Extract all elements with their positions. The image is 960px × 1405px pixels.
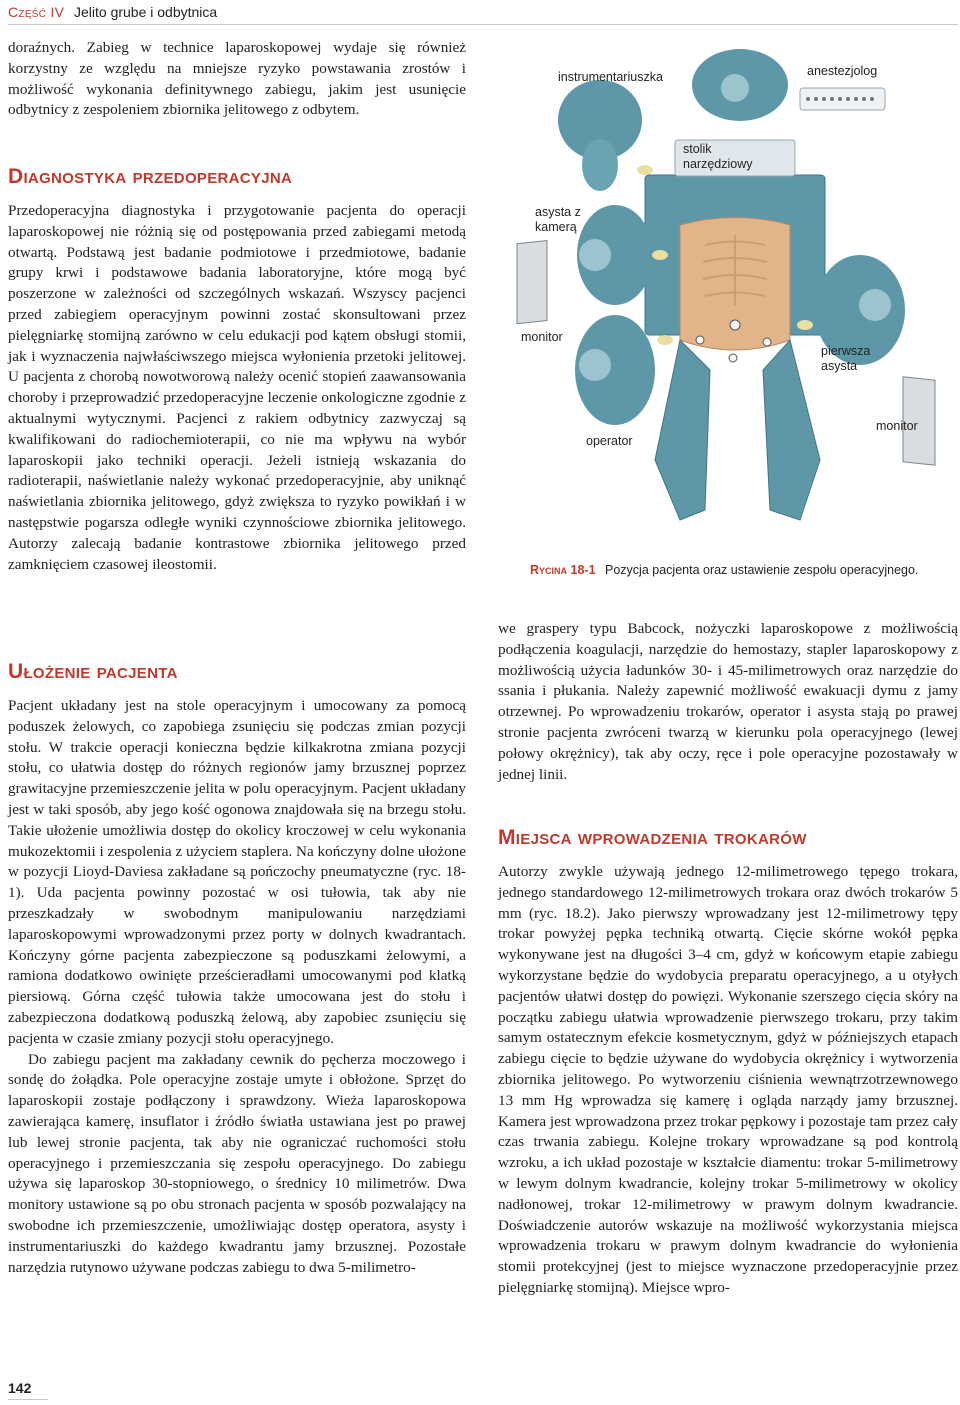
label-monitor-left: monitor bbox=[521, 330, 563, 344]
continuation-paragraph: we graspery typu Babcock, nożyczki laparoskopowe z możliwością podłączenia koagulacji, narzędzie do hemostazy, stapler laparoskopowy z możliwością użycia ładunków 30- i 45-milimetrowych oraz narzędzie do ssania i płukania. Należy zapewnić możliwość ewakuacji dymu z jamy otrzewnej. Po wprowadzeniu trokarów, operator i asysta stają po prawej stronie pacjenta zwróceni twarzą w kierunku pola operacyjnego (lewej połowy okrężnicy), tak aby oczy, ręce i pole operacyjne pozostawały w jednej linii. bbox=[498, 620, 958, 783]
running-header bbox=[8, 4, 958, 24]
chapter-title: Jelito grube i odbytnica bbox=[74, 4, 218, 20]
patient-right-leg bbox=[763, 340, 820, 520]
section-body-trocars bbox=[498, 862, 958, 1299]
header-divider bbox=[8, 24, 958, 25]
section-body-positioning bbox=[8, 696, 466, 1278]
section-heading-positioning: Ułożenie pacjenta bbox=[8, 660, 178, 683]
operating-room-illustration bbox=[505, 40, 955, 560]
label-camera-assistant: asysta z kamerą bbox=[535, 205, 581, 234]
section-heading-diagnostics: Diagnostyka przedoperacyjna bbox=[8, 165, 293, 188]
patient-left-leg bbox=[655, 340, 710, 520]
label-instrument-table: stolik narzędziowy bbox=[683, 142, 753, 171]
page-number: 142 bbox=[8, 1380, 32, 1396]
part-label: Część IV bbox=[8, 4, 65, 20]
figure-caption bbox=[530, 563, 918, 577]
positioning-paragraph-2: Do zabiegu pacjent ma zakładany cewnik do pęcherza moczowego i sondę do żołądka. Pole operacyjne zostaje umyte i obłożone. Sprzęt do laparoskopii zostaje podłączony i sprawdzony. Wieża laparoskopowa zawierająca kamerę, insuflator i źródło światła ustawiana jest po prawej lub lewej stronie pacjenta, tak aby nie ograniczać ruchomości stołu operacyjnego i przemieszczania się zespołu operacyjnego. Do zabiegu używa się laparoskop 30-stopniowego, o średnicy 10 milimetrów. Dwa monitory ustawione są po obu stronach pacjenta w sposób pozwalający na swobodne ich przemieszczenie, umożliwiając dostęp operatora, asysty i instrumentariuszki do każdego kwadrantu jamy brzusznej. Pozostałe narzędzia rutynowo używane podczas zabiegu to dwa 5-milimetro- bbox=[8, 1050, 466, 1276]
positioning-paragraph-1: Pacjent układany jest na stole operacyjnym i umocowany za pomocą poduszek żelowych, co zapobiega zsunięciu się podczas zmian pozycji stołu. W trakcie operacji konieczna będzie kilkakrotna zmiana pozycji stołu, co ułatwia dostęp do różnych regionów jamy brzusznej poprzez grawitacyjne przemieszczenie jelita w polu operacyjnym. Pacjent układany jest w taki sposób, aby jego kość ogonowa znajdowała się na brzegu stołu. Takie ułożenie umożliwia dostęp do okolicy kroczowej w celu wykonania mukozektomii i zespolenia z użyciem staplera. Na kończyny dolne ułożone w pozycji Lioyd-Daviesa zakładane są pończochy pneumatyczne (ryc. 18-1). Uda pacjenta powinny pozostać w osi tułowia, tak aby nie przeszkadzały w swobodnym manipulowaniu narzędziami laparoskopowymi wprowadzonymi przez porty w dolnych kwadrantach. Kończyny górne pacjenta zabezpieczone są poduszkami żelowymi, a ramiona dodatkowo owinięte prześcieradłami umocowanymi pod klatką piersiową. Górna część tułowia także umocowana jest do stołu i zabezpieczona dodatkową poduszką żelową, aby zapobiec zsunięciu się pacjenta w czasie zmiany pozycji stołu operacyjnego. bbox=[8, 697, 466, 1047]
footer-divider bbox=[8, 1399, 48, 1400]
section-body-diagnostics bbox=[8, 201, 466, 575]
figure-number: Rycina 18-1 bbox=[530, 563, 596, 577]
intro-paragraph bbox=[8, 38, 466, 121]
left-monitor-icon bbox=[517, 241, 547, 324]
label-monitor-right: monitor bbox=[876, 419, 918, 433]
figure-caption-text: Pozycja pacjenta oraz ustawienie zespołu operacyjnego. bbox=[605, 563, 919, 577]
trocars-paragraph: Autorzy zwykle używają jednego 12-milimetrowego tępego trokara, jednego standardowego 12-milimetrowych trokara oraz dwóch trokarów 5 mm (ryc. 18.2). Jako pierwszy wprowadzany jest 12-milimetrowy tępy trokar powyżej pępka techniką otwartą. Cięcie skórne wokół pępka wykonywane jest na długości 3–4 cm, gdyż w końcowym etapie zabiegu wykorzystane będzie do wydobycia preparatu operacyjnego, a u otyłych pacjentów ułatwi dostęp do powięzi. Wykonanie szerszego cięcia skóry na początku zabiegu ułatwia wprowadzenie pierwszego trokaru, przy takim samym ostatecznym efekcie kosmetycznym, gdyż w późniejszych etapach zabiegu cięcie to będzie używane do wydobycia okrężnicy i wytworzenia zbiornika jelitowego. Po wytworzeniu ciśnienia wewnątrzotrzewnowego 13 mm Hg wprowadza się kamerę i ogląda narządy jamy brzusznej. Kamera jest wprowadzona przez trokar pępkowy i pozostaje tam przez cały czas trwania zabiegu. Kolejne trokary wprowadzane są pod kontrolą wzroku, a ich układ pozostaje w kształcie diamentu: trokar 5-milimetrowy w lewym dolnym kwadrancie, kolejny trokar 5-milimetrowy w okolicy nadłonowej, trokar 12-milimetrowy w prawym dolnym kwadrancie. Doświadczenie autorów wskazuje na możliwość wykorzystania miejsca wprowadzenia trokaru w prawym dolnym kwadrancie do wyłonienia stomii protekcyjnej (jest to miejsce wyznaczone przedoperacyjnie przez pielęgniarkę stomijną). Miejsce wpro- bbox=[498, 863, 958, 1296]
label-anesthesiologist: anestezjolog bbox=[807, 64, 878, 78]
label-scrub-nurse: instrumentariuszka bbox=[558, 70, 663, 84]
diagnostics-paragraph: Przedoperacyjna diagnostyka i przygotowanie pacjenta do operacji laparoskopowej nie różnią się od postępowania przed zabiegami metodą otwartą. Podstawą jest badanie podmiotowe i przedmiotowe, badanie grupy krwi i podstawowe badania laboratoryjne, które mogą być poszerzone w zależności od szczególnych wskazań. Wszyscy pacjenci przed zabiegiem operacyjnym powinni zostać skonsultowani przez pielęgniarkę stomijną zarówno w celu edukacji pod kątem obsługi stomii, jak i wyznaczenia najwłaściwszego miejsca wyłonienia przetoki jelitowej. U pacjenta z chorobą nowotworową należy ocenić stopień zaawansowania choroby i przeprowadzić przedoperacyjne leczenie onkologiczne zgodnie z aktualnymi wytycznymi. Pacjenci z rakiem odbytnicy zazwyczaj są kwalifikowani do radiochemioterapii, co nie ma wpływu na wybór laparoskopii jako techniki operacji. Jeżeli istnieją wskazania do radioterapii, naświetlanie należy wykonać przedoperacyjnie, aby uniknąć naświetlania zbiornika jelitowego, gdyż zwiększa to ryzyko powikłań i w następstwie pogarsza odległe wyniki czynnościowe zbiornika jelitowego. Autorzy zalecają badanie kontrastowe zbiornika jelitowego przed zamknięciem czasowej ileostomii. bbox=[8, 202, 466, 573]
figure-18-1 bbox=[505, 40, 955, 560]
section-heading-trocars: Miejsca wprowadzenia trokarów bbox=[498, 826, 807, 849]
label-operator: operator bbox=[586, 434, 633, 448]
label-first-assistant: pierwsza asysta bbox=[821, 344, 871, 373]
right-column-continuation bbox=[498, 619, 958, 785]
intro-text: doraźnych. Zabieg w technice laparoskopowej wydaje się również korzystny ze względu na mniejsze ryzyko powstawania zrostów i możliwość wykonania definitywnego zabiegu, jakim jest usunięcie odbytnicy z zespoleniem zbiornika jelitowego z odbytem. bbox=[8, 39, 466, 119]
